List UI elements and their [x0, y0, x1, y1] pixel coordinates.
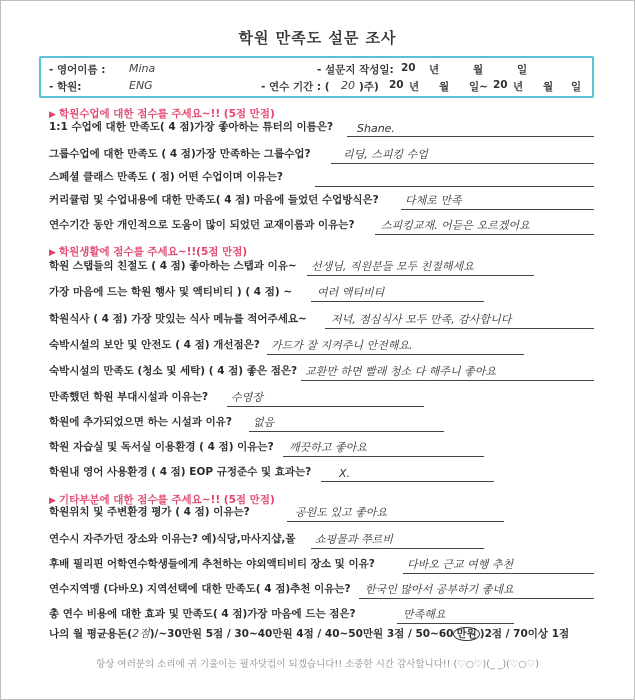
- section-header-others: ▶ 기타부분에 대한 점수를 주세요~!! (5점 만점): [49, 494, 275, 506]
- question-row: [49, 581, 594, 599]
- question-label: 숙박시설의 만족도 (청소 및 세탁) ( 4 점) 좋은 점은?: [49, 365, 298, 377]
- allowance-label: 나의 월 평균용돈(: [49, 628, 133, 640]
- question-row: [49, 119, 594, 137]
- answer-line: [267, 354, 524, 355]
- answer-line: [227, 406, 424, 407]
- answer-line: [307, 275, 534, 276]
- answer-line: [301, 380, 594, 381]
- answer-text[interactable]: 교환만 하면 빨래 청소 다 해주니 좋아요: [305, 365, 496, 378]
- period-month-unit: 월: [439, 81, 450, 93]
- answer-text[interactable]: 수영장: [231, 391, 263, 404]
- period-day-unit: 일~: [469, 81, 488, 93]
- allowance-options-end: )2점 / 70이상 1점: [479, 628, 570, 640]
- question-label: 학원에 추가되었으면 하는 시설과 이유?: [49, 416, 233, 428]
- question-label: 1:1 수업에 대한 만족도( 4 점)가장 좋아하는 튜터의 이름은?: [49, 121, 334, 133]
- answer-text[interactable]: 만족해요: [403, 608, 446, 621]
- answer-line: [375, 234, 594, 235]
- question-label: 숙박시설의 보안 및 안전도 ( 4 점) 개선점은?: [49, 339, 260, 351]
- answer-text[interactable]: 다바오 근교 여행 추천: [407, 558, 514, 571]
- question-row: [49, 258, 594, 276]
- info-box: [39, 56, 594, 98]
- answer-text[interactable]: 선생님, 직원분들 모두 친절해세요: [311, 260, 474, 273]
- question-row: [49, 337, 594, 355]
- question-label: 커리큘럼 및 수업내용에 대한 만족도( 4 점) 마음에 들었던 수업방식은?: [49, 194, 379, 206]
- period-year2-unit: 년: [513, 81, 524, 93]
- answer-text[interactable]: 저녁, 점심식사 모두 만족, 감사합니다: [331, 313, 512, 326]
- answer-text[interactable]: 스피킹교재. 어듣은 오르겠어요: [381, 219, 530, 232]
- question-row: [49, 363, 594, 381]
- answer-text[interactable]: 쇼핑몰과 쭈르비: [315, 533, 393, 546]
- answer-line: [311, 301, 484, 302]
- question-row: [49, 311, 594, 329]
- period-start-year: 20: [389, 79, 404, 91]
- period-month2-unit: 월: [543, 81, 554, 93]
- date-label: - 설문지 작성일:: [317, 64, 394, 76]
- period-weeks[interactable]: 20: [341, 79, 355, 92]
- date-year: 20: [401, 62, 416, 74]
- info-row-2: [49, 79, 584, 95]
- answer-text[interactable]: 없음: [253, 416, 275, 429]
- question-row: [49, 146, 594, 164]
- answer-text[interactable]: 깨끗하고 좋아요: [289, 441, 367, 454]
- question-row: [49, 531, 594, 549]
- answer-text[interactable]: 리딩, 스피킹 수업: [343, 148, 428, 161]
- question-row: [49, 556, 594, 574]
- english-name-label: - 영어이름 :: [49, 64, 106, 76]
- answer-text[interactable]: 여러 액티비티: [317, 286, 385, 299]
- info-row-1: [49, 62, 584, 78]
- answer-text[interactable]: X.: [339, 467, 351, 480]
- question-label: 학원식사 ( 4 점) 가장 맛있는 식사 메뉴를 적어주세요~: [49, 313, 307, 325]
- answer-line: [331, 163, 594, 164]
- page-title: 학원 만족도 설문 조사: [238, 29, 397, 47]
- answer-line: [359, 598, 594, 599]
- period-weeks-unit: )주): [359, 81, 379, 93]
- question-row: [49, 169, 594, 187]
- question-label: 스페셜 클래스 만족도 ( 점) 어떤 수업이며 이유는?: [49, 171, 283, 183]
- date-day-unit: 일: [517, 64, 528, 76]
- answer-text[interactable]: Shane.: [357, 122, 395, 135]
- question-row: [49, 439, 594, 457]
- answer-text[interactable]: 공원도 있고 좋아요: [295, 506, 388, 519]
- allowance-score-row: [49, 625, 569, 641]
- question-row: [49, 606, 594, 624]
- answer-text[interactable]: 한국인 많아서 공부하기 좋네요: [365, 583, 514, 596]
- answer-text[interactable]: 다체로 만족: [405, 194, 462, 207]
- period-day2-unit: 일: [571, 81, 582, 93]
- answer-line: [403, 573, 594, 574]
- triangle-icon: ▶: [49, 110, 56, 120]
- question-label: 총 연수 비용에 대한 효과 및 만족도( 4 점)가장 마음에 드는 점은?: [49, 608, 356, 620]
- academy-value[interactable]: ENG: [129, 79, 153, 92]
- question-label: 학원위치 및 주변환경 평가 ( 4 점) 이유는?: [49, 506, 250, 518]
- question-label: 학원내 영어 사용환경 ( 4 점) EOP 규정준수 및 효과는?: [49, 466, 312, 478]
- question-row: [49, 504, 594, 522]
- footer-message: 항상 여러분의 소리에 귀 기울이는 필자닷컴이 되겠습니다!! 소중한 시간 감사합니다!! (♡○♡)(_ _)(♡○♡): [96, 659, 539, 670]
- section-header-life: ▶ 학원생활에 점수를 주세요~!!(5점 만점): [49, 246, 248, 258]
- answer-line: [321, 481, 494, 482]
- period-year-unit: 년: [409, 81, 420, 93]
- period-label: - 연수 기간 : (: [261, 81, 330, 93]
- circled-option[interactable]: 만원: [453, 627, 479, 641]
- period-end-year: 20: [493, 79, 508, 91]
- date-year-unit: 년: [429, 64, 440, 76]
- question-label: 연수기간 동안 개인적으로 도움이 많이 되었던 교재이름과 이유는?: [49, 219, 355, 231]
- answer-line: [283, 456, 484, 457]
- answer-line: [249, 431, 444, 432]
- date-month-unit: 월: [473, 64, 484, 76]
- question-label: 학원 자습실 및 독서실 이용환경 ( 4 점) 이유는?: [49, 441, 274, 453]
- answer-line: [315, 186, 594, 187]
- triangle-icon: ▶: [49, 248, 56, 258]
- answer-line: [325, 328, 594, 329]
- answer-line: [347, 136, 594, 137]
- question-row: [49, 217, 594, 235]
- answer-line: [287, 521, 504, 522]
- academy-label: - 학원:: [49, 81, 82, 93]
- question-row: [49, 192, 594, 210]
- question-label: 연수시 자주가던 장소와 이유는? 예)식당,마사지샵,몰: [49, 533, 296, 545]
- section-header-classes: ▶ 학원수업에 대한 점수를 주세요~!! (5점 만점): [49, 108, 275, 120]
- question-row: [49, 284, 594, 302]
- question-label: 가장 마음에 드는 학원 행사 및 액티비티 ) ( 4 점) ~: [49, 286, 293, 298]
- question-label: 만족했던 학원 부대시설과 이유는?: [49, 391, 209, 403]
- question-label: 후배 필리핀 어학연수학생들에게 추천하는 야외액티비티 장소 및 이유?: [49, 558, 375, 570]
- question-row: [49, 389, 594, 407]
- english-name-value[interactable]: Mina: [129, 62, 156, 75]
- question-row: [49, 414, 594, 432]
- answer-line: [401, 209, 594, 210]
- allowance-options: )/~30만원 5점 / 30~40만원 4점 / 40~50만원 3점 / 50~60: [149, 628, 454, 640]
- answer-text[interactable]: 가드가 잘 지켜주니 안전해요.: [271, 339, 413, 352]
- answer-line: [311, 548, 484, 549]
- allowance-mark[interactable]: 2점: [132, 627, 150, 640]
- question-label: 그룹수업에 대한 만족도 ( 4 점)가장 만족하는 그룹수업?: [49, 148, 311, 160]
- triangle-icon: ▶: [49, 496, 56, 506]
- question-label: 연수지역맹 (다바오) 지역선택에 대한 만족도( 4 점)추천 이유는?: [49, 583, 351, 595]
- answer-line: [397, 623, 514, 624]
- question-label: 학원 스탭들의 친절도 ( 4 점) 좋아하는 스탭과 이유~: [49, 260, 297, 272]
- question-row: [49, 464, 594, 482]
